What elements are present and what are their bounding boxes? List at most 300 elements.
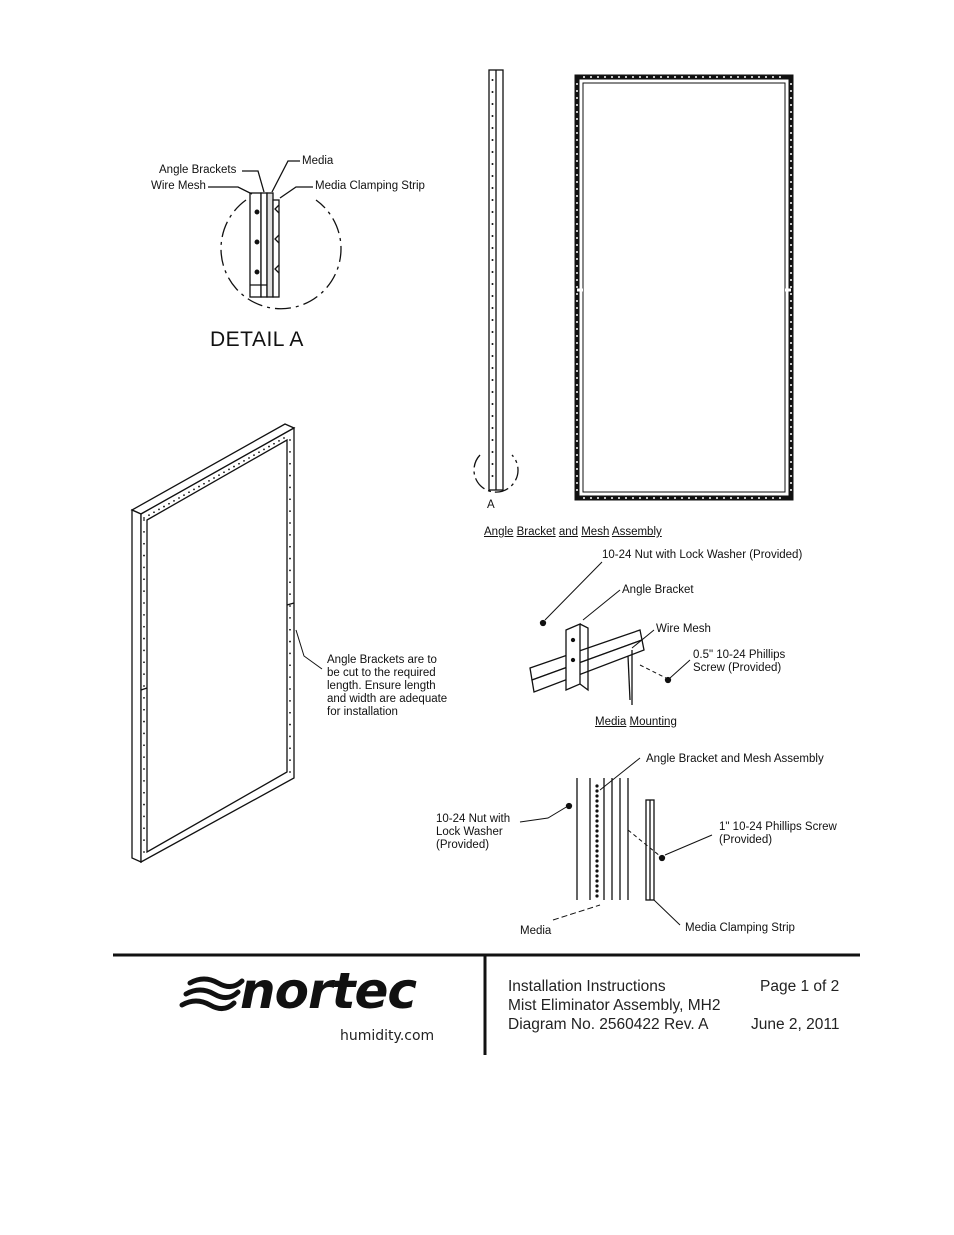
bracket-hole: [576, 188, 578, 190]
bracket-hole: [595, 799, 598, 802]
bracket-hole: [597, 497, 599, 499]
bracket-hole: [143, 590, 145, 592]
detail-a-title: DETAIL A: [210, 328, 304, 351]
bracket-hole: [660, 76, 662, 78]
bracket-hole: [576, 202, 578, 204]
label-section-nut-line2: Lock Washer: [436, 826, 503, 838]
bracket-hole: [143, 626, 145, 628]
bracket-hole: [576, 153, 578, 155]
bracket-hole: [576, 223, 578, 225]
label-media-clamping-strip: Media Clamping Strip: [315, 180, 425, 192]
bracket-hole: [681, 497, 683, 499]
bracket-hole: [790, 104, 792, 106]
bracket-hole: [492, 187, 494, 189]
bracket-hole: [723, 76, 725, 78]
label-section-nut-line1: 10-24 Nut with: [436, 813, 511, 825]
bracket-hole: [790, 181, 792, 183]
bracket-hole: [576, 468, 578, 470]
bracket-hole: [208, 480, 210, 482]
bracket-hole: [143, 519, 145, 521]
bracket-hole: [790, 398, 792, 400]
bracket-hole: [632, 76, 634, 78]
bracket-hole: [289, 558, 291, 560]
bracket-hole: [737, 497, 739, 499]
bracket-hole: [289, 759, 291, 761]
bracket-hole: [289, 451, 291, 453]
bracket-hole: [597, 76, 599, 78]
bracket-hole: [576, 174, 578, 176]
bracket-hole: [492, 139, 494, 141]
bracket-hole: [143, 709, 145, 711]
bracket-hole: [492, 103, 494, 105]
bracket-hole: [702, 497, 704, 499]
bracket-hole: [790, 412, 792, 414]
bracket-hole: [228, 469, 230, 471]
bracket-hole: [790, 300, 792, 302]
bracket-hole: [203, 483, 205, 485]
bracket-hole: [604, 497, 606, 499]
bracket-hole: [492, 307, 494, 309]
bracket-hole: [751, 497, 753, 499]
bracket-hole: [576, 314, 578, 316]
bracket-hole: [790, 468, 792, 470]
bracket-hole: [289, 688, 291, 690]
bracket-hole: [653, 76, 655, 78]
bracket-hole: [188, 491, 190, 493]
bracket-hole: [639, 76, 641, 78]
bracket-hole: [595, 834, 598, 837]
bracket-hole: [183, 494, 185, 496]
frame-note-line-2: be cut to the required: [327, 667, 436, 679]
bracket-hole: [238, 463, 240, 465]
bracket-hole: [595, 879, 598, 882]
bracket-hole: [143, 839, 145, 841]
bracket-hole: [143, 555, 145, 557]
bracket-hole: [790, 314, 792, 316]
bracket-hole: [576, 286, 578, 288]
bracket-hole: [790, 377, 792, 379]
bracket-hole: [667, 497, 669, 499]
bracket-hole: [576, 279, 578, 281]
bracket-hole: [289, 546, 291, 548]
bracket-hole: [143, 768, 145, 770]
bracket-hole: [576, 426, 578, 428]
bracket-hole: [790, 391, 792, 393]
bracket-hole: [595, 849, 598, 852]
bracket-hole: [492, 331, 494, 333]
bracket-hole: [744, 76, 746, 78]
caption-angle-bracket-mesh-assembly: Angle Bracket and Mesh Assembly: [484, 526, 662, 538]
bracket-hole: [660, 497, 662, 499]
bracket-hole: [143, 780, 145, 782]
frame-note-line-5: for installation: [327, 706, 398, 718]
bracket-hole: [218, 474, 220, 476]
bracket-hole: [143, 851, 145, 853]
bracket-hole: [604, 76, 606, 78]
bracket-hole: [790, 160, 792, 162]
bracket-hole: [790, 307, 792, 309]
bracket-hole: [198, 486, 200, 488]
bracket-hole: [143, 744, 145, 746]
bracket-hole: [576, 349, 578, 351]
bracket-hole: [492, 379, 494, 381]
frame-note-line-4: and width are adequate: [327, 693, 448, 705]
bracket-hole: [576, 307, 578, 309]
title-block-diagram-no: Diagram No. 2560422 Rev. A: [508, 1016, 709, 1033]
bracket-hole: [595, 884, 598, 887]
bracket-hole: [702, 76, 704, 78]
bracket-hole: [730, 497, 732, 499]
bracket-hole: [576, 132, 578, 134]
bracket-hole: [595, 894, 598, 897]
title-block-date: June 2, 2011: [751, 1016, 840, 1033]
bracket-hole: [674, 497, 676, 499]
bracket-hole: [289, 570, 291, 572]
bracket-hole: [223, 471, 225, 473]
bracket-hole: [143, 673, 145, 675]
bracket-hole: [492, 247, 494, 249]
bracket-hole: [143, 756, 145, 758]
bracket-hole: [492, 259, 494, 261]
bracket-hole: [289, 664, 291, 666]
bracket-hole: [492, 319, 494, 321]
bracket-hole: [790, 153, 792, 155]
bracket-hole: [143, 614, 145, 616]
label-wire-mesh: Wire Mesh: [151, 180, 206, 192]
bracket-hole: [595, 789, 598, 792]
bracket-hole: [576, 181, 578, 183]
label-angle-bracket: Angle Bracket: [622, 584, 694, 596]
bracket-hole: [595, 784, 598, 787]
bracket-hole: [653, 497, 655, 499]
bracket-hole: [576, 195, 578, 197]
bracket-hole: [790, 132, 792, 134]
label-bracket-mesh-assembly: Angle Bracket and Mesh Assembly: [646, 753, 824, 765]
bracket-hole: [576, 328, 578, 330]
nortec-wave-logo-icon: [182, 979, 242, 1009]
bracket-hole: [765, 497, 767, 499]
bracket-hole: [492, 115, 494, 117]
bracket-hole: [674, 76, 676, 78]
bracket-hole: [790, 342, 792, 344]
bracket-hole: [492, 451, 494, 453]
bracket-hole: [632, 497, 634, 499]
bracket-hole: [790, 209, 792, 211]
bracket-hole: [289, 463, 291, 465]
bracket-hole: [576, 335, 578, 337]
bracket-hole: [618, 76, 620, 78]
bracket-side-view: [474, 70, 518, 492]
bracket-hole: [576, 482, 578, 484]
bracket-hole: [273, 443, 275, 445]
bracket-hole: [576, 258, 578, 260]
bracket-hole: [790, 363, 792, 365]
label-nut-lock-washer: 10-24 Nut with Lock Washer (Provided): [602, 549, 803, 561]
bracket-hole: [595, 839, 598, 842]
bracket-hole: [790, 335, 792, 337]
bracket-hole: [790, 97, 792, 99]
bracket-hole: [790, 272, 792, 274]
bracket-hole: [688, 76, 690, 78]
bracket-hole: [576, 90, 578, 92]
bracket-hole: [723, 497, 725, 499]
bracket-hole: [289, 641, 291, 643]
bracket-hole: [492, 403, 494, 405]
bracket-hole: [576, 139, 578, 141]
bracket-hole: [492, 283, 494, 285]
bracket-hole: [790, 279, 792, 281]
bracket-hole: [248, 457, 250, 459]
bracket-hole: [790, 188, 792, 190]
bracket-hole: [153, 511, 155, 513]
bracket-hole: [576, 398, 578, 400]
bracket-hole: [716, 497, 718, 499]
bracket-hole: [790, 244, 792, 246]
title-block-product: Mist Eliminator Assembly, MH2: [508, 997, 721, 1014]
bracket-hole: [790, 489, 792, 491]
bracket-hole: [278, 440, 280, 442]
bracket-hole: [790, 251, 792, 253]
bracket-hole: [576, 433, 578, 435]
bracket-hole: [289, 605, 291, 607]
section-view-figure: [520, 758, 712, 925]
bracket-hole: [790, 356, 792, 358]
bracket-hole: [779, 76, 781, 78]
bracket-hole: [595, 869, 598, 872]
title-block-frame: [113, 955, 860, 1055]
bracket-hole: [492, 463, 494, 465]
bracket-hole: [790, 265, 792, 267]
bracket-hole: [790, 461, 792, 463]
bracket-hole: [576, 405, 578, 407]
bracket-hole: [595, 844, 598, 847]
bracket-hole: [143, 638, 145, 640]
bracket-hole: [790, 426, 792, 428]
bracket-hole: [695, 76, 697, 78]
bracket-hole: [143, 685, 145, 687]
bracket-hole: [143, 578, 145, 580]
bracket-hole: [258, 451, 260, 453]
bracket-hole: [790, 286, 792, 288]
bracket-hole: [667, 76, 669, 78]
bracket-hole: [233, 466, 235, 468]
bracket-hole: [751, 76, 753, 78]
bracket-hole: [576, 321, 578, 323]
bracket-hole: [790, 90, 792, 92]
bracket-hole: [143, 661, 145, 663]
bracket-hole: [695, 497, 697, 499]
bracket-hole: [283, 437, 285, 439]
bracket-hole: [576, 125, 578, 127]
bracket-hole: [576, 419, 578, 421]
bracket-hole: [576, 391, 578, 393]
bracket-hole: [576, 237, 578, 239]
bracket-hole: [492, 427, 494, 429]
bracket-hole: [289, 534, 291, 536]
bracket-hole: [289, 487, 291, 489]
bracket-hole: [243, 460, 245, 462]
bracket-hole: [576, 475, 578, 477]
bracket-hole: [646, 497, 648, 499]
bracket-hole: [492, 475, 494, 477]
bracket-hole: [492, 355, 494, 357]
bracket-hole: [790, 370, 792, 372]
bracket-hole: [576, 111, 578, 113]
bracket-hole: [595, 889, 598, 892]
bracket-hole: [611, 497, 613, 499]
bracket-hole: [595, 814, 598, 817]
bracket-hole: [639, 497, 641, 499]
bracket-hole: [289, 676, 291, 678]
bracket-hole: [576, 363, 578, 365]
label-wire-mesh-mounting: Wire Mesh: [656, 623, 711, 635]
label-section-clamping-strip: Media Clamping Strip: [685, 922, 795, 934]
bracket-hole: [576, 104, 578, 106]
bracket-hole: [492, 127, 494, 129]
bracket-hole: [790, 321, 792, 323]
bracket-hole: [576, 489, 578, 491]
bracket-hole: [143, 792, 145, 794]
bracket-hole: [576, 216, 578, 218]
bracket-hole: [790, 440, 792, 442]
bracket-hole: [595, 859, 598, 862]
bracket-hole: [772, 76, 774, 78]
bracket-hole: [730, 76, 732, 78]
bracket-hole: [576, 447, 578, 449]
bracket-hole: [709, 76, 711, 78]
bracket-hole: [576, 454, 578, 456]
bracket-hole: [143, 650, 145, 652]
bracket-hole: [492, 235, 494, 237]
bracket-hole: [790, 384, 792, 386]
bracket-hole: [583, 497, 585, 499]
bracket-hole: [168, 503, 170, 505]
bracket-hole: [790, 216, 792, 218]
bracket-hole: [576, 160, 578, 162]
bracket-hole: [163, 506, 165, 508]
bracket-hole: [779, 497, 781, 499]
bracket-hole: [576, 461, 578, 463]
bracket-hole: [289, 653, 291, 655]
bracket-hole: [289, 475, 291, 477]
bracket-hole: [193, 489, 195, 491]
bracket-hole: [492, 91, 494, 93]
bracket-hole: [737, 76, 739, 78]
label-section-screw-line1: 1" 10-24 Phillips Screw: [719, 821, 837, 833]
bracket-hole: [790, 475, 792, 477]
bracket-hole: [611, 76, 613, 78]
bracket-hole: [790, 202, 792, 204]
bracket-hole: [765, 76, 767, 78]
frame-front-view: [576, 76, 792, 499]
bracket-hole: [143, 804, 145, 806]
bracket-hole: [289, 747, 291, 749]
bracket-hole: [790, 167, 792, 169]
label-screw-line1: 0.5" 10-24 Phillips: [693, 649, 786, 661]
bracket-hole: [143, 567, 145, 569]
bracket-hole: [583, 76, 585, 78]
bracket-hole: [213, 477, 215, 479]
bracket-hole: [576, 384, 578, 386]
bracket-hole: [790, 118, 792, 120]
bracket-hole: [492, 439, 494, 441]
bracket-hole: [143, 517, 145, 519]
bracket-hole: [143, 602, 145, 604]
bracket-hole: [492, 163, 494, 165]
bracket-hole: [576, 265, 578, 267]
label-section-nut-line3: (Provided): [436, 839, 490, 851]
bracket-hole: [576, 412, 578, 414]
bracket-hole: [576, 356, 578, 358]
bracket-hole: [595, 824, 598, 827]
bracket-hole: [790, 139, 792, 141]
bracket-hole: [595, 794, 598, 797]
bracket-hole: [576, 370, 578, 372]
bracket-hole: [590, 76, 592, 78]
bracket-hole: [790, 258, 792, 260]
bracket-hole: [492, 367, 494, 369]
bracket-hole: [289, 736, 291, 738]
bracket-hole: [289, 581, 291, 583]
bracket-hole: [289, 617, 291, 619]
bracket-hole: [178, 497, 180, 499]
bracket-hole: [790, 83, 792, 85]
bracket-hole: [688, 497, 690, 499]
bracket-hole: [625, 76, 627, 78]
bracket-hole: [143, 733, 145, 735]
bracket-hole: [790, 433, 792, 435]
frame-note-line-1: Angle Brackets are to: [327, 654, 437, 666]
bracket-hole: [289, 629, 291, 631]
bracket-hole: [492, 151, 494, 153]
bracket-hole: [492, 211, 494, 213]
bracket-hole: [289, 724, 291, 726]
bracket-hole: [681, 76, 683, 78]
bracket-hole: [173, 500, 175, 502]
label-section-screw-line2: (Provided): [719, 834, 773, 846]
bracket-hole: [595, 864, 598, 867]
bracket-hole: [492, 343, 494, 345]
bracket-hole: [790, 223, 792, 225]
bracket-hole: [492, 79, 494, 81]
label-screw-line2: Screw (Provided): [693, 662, 782, 674]
bracket-hole: [576, 377, 578, 379]
bracket-hole: [576, 293, 578, 295]
bracket-hole: [576, 251, 578, 253]
bracket-hole: [576, 146, 578, 148]
bracket-hole: [289, 712, 291, 714]
bracket-hole: [618, 497, 620, 499]
bracket-hole: [790, 230, 792, 232]
bracket-hole: [716, 76, 718, 78]
callout-marker-a: A: [487, 499, 495, 511]
bracket-hole: [790, 111, 792, 113]
bracket-hole: [492, 271, 494, 273]
label-section-media: Media: [520, 925, 552, 937]
bracket-hole: [576, 230, 578, 232]
bracket-hole: [595, 874, 598, 877]
bracket-hole: [492, 295, 494, 297]
bracket-hole: [143, 816, 145, 818]
bracket-hole: [492, 415, 494, 417]
bracket-hole: [576, 209, 578, 211]
title-block-doc-type: Installation Instructions: [508, 978, 666, 995]
bracket-hole: [790, 349, 792, 351]
bracket-hole: [790, 419, 792, 421]
caption-media-mounting: Media Mounting: [595, 716, 677, 728]
bracket-hole: [289, 439, 291, 441]
bracket-hole: [790, 195, 792, 197]
